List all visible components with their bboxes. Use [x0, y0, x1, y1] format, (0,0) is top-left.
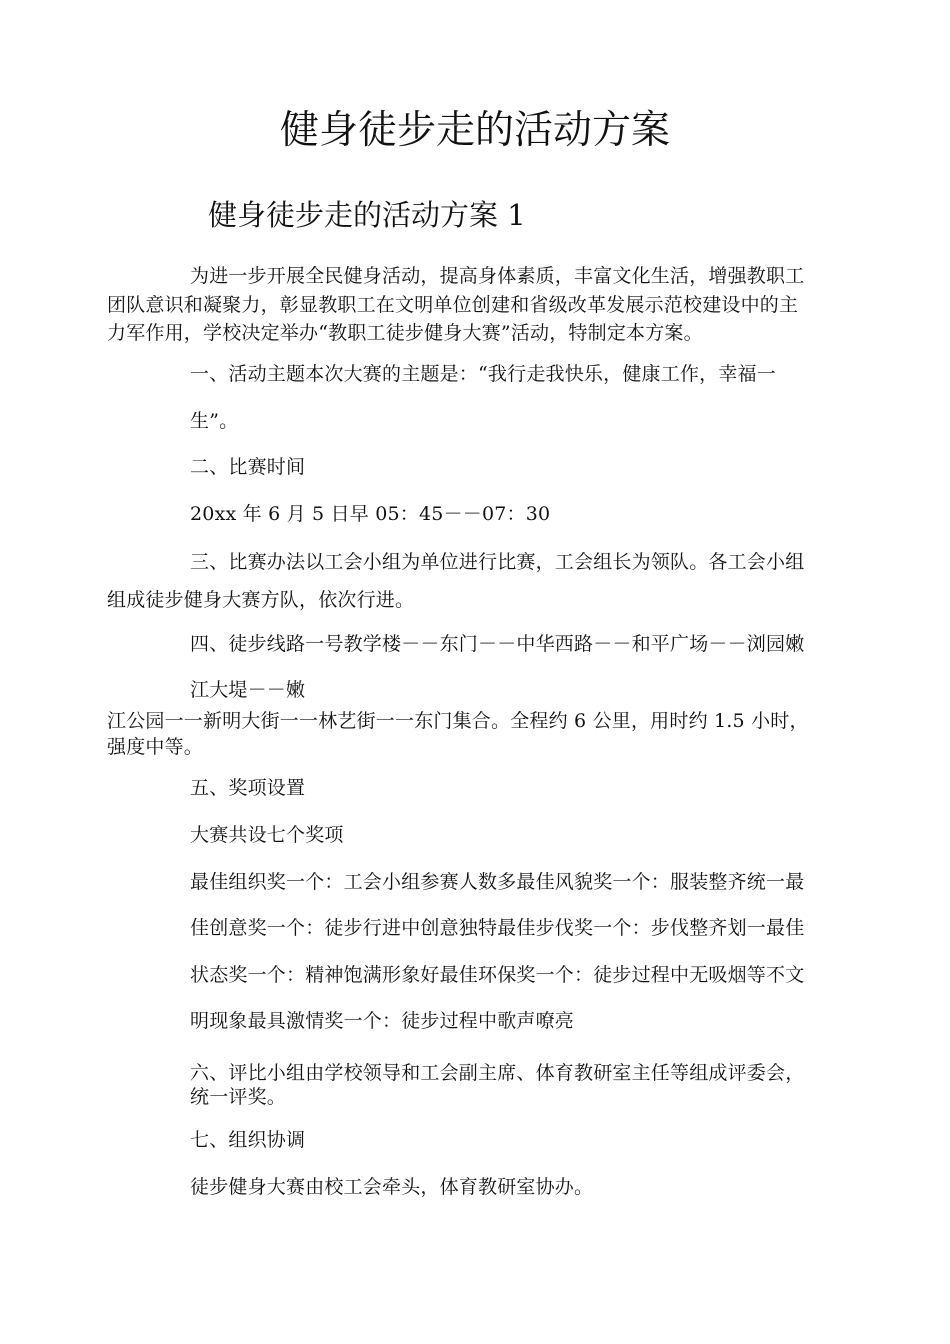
paragraph-line: 生”。	[190, 410, 239, 432]
paragraph-line: 为进一步开展全民健身活动，提高身体素质，丰富文化生活，增强教职工	[190, 265, 805, 287]
paragraph-line: 统一评奖。	[190, 1086, 287, 1108]
paragraph-line: 徒步健身大赛由校工会牵头，体育教研室协办。	[190, 1176, 594, 1198]
paragraph-line: 20xx 年 6 月 5 日早 05：45－－07：30	[190, 503, 551, 525]
section-label: 七、组织协调	[190, 1129, 306, 1151]
paragraph-line: 组成徒步健身大赛方队，依次行进。	[107, 589, 415, 611]
paragraph-line: 明现象最具激情奖一个：徒步过程中歌声嘹亮	[190, 1010, 575, 1032]
paragraph-line: 团队意识和凝聚力，彰显教职工在文明单位创建和省级改革发展示范校建设中的主	[107, 294, 799, 316]
paragraph-line: 四、徒步线路一号教学楼－－东门－－中华西路－－和平广场－－浏园嫩	[190, 633, 805, 655]
document-title: 健身徒步走的活动方案	[279, 108, 670, 153]
paragraph-line: 力军作用，学校决定举办“教职工徒步健身大赛”活动，特制定本方案。	[107, 322, 703, 344]
paragraph-line: 江公园一一新明大街一一林艺街一一东门集合。全程约 6 公里，用时约 1.5 小时，	[107, 710, 809, 732]
paragraph-line: 江大堤－－嫩	[190, 679, 306, 701]
paragraph-line: 状态奖一个：精神饱满形象好最佳环保奖一个：徒步过程中无吸烟等不文	[190, 964, 805, 986]
section-heading: 健身徒步走的活动方案 1	[208, 198, 526, 232]
paragraph-line: 最佳组织奖一个：工会小组参赛人数多最佳风貌奖一个：服装整齐统一最	[190, 871, 805, 893]
section-label: 五、奖项设置	[190, 777, 306, 799]
paragraph-line: 六、评比小组由学校领导和工会副主席、体育教研室主任等组成评委会，	[190, 1062, 805, 1084]
paragraph-line: 一、活动主题本次大赛的主题是：“我行走我快乐，健康工作，幸福一	[190, 363, 776, 385]
paragraph-line: 佳创意奖一个：徒步行进中创意独特最佳步伐奖一个：步伐整齐划一最佳	[190, 917, 805, 939]
section-label: 二、比赛时间	[190, 456, 306, 478]
paragraph-line: 三、比赛办法以工会小组为单位进行比赛，工会组长为领队。各工会小组	[190, 551, 805, 573]
paragraph-line: 大赛共设七个奖项	[190, 824, 344, 846]
paragraph-line: 强度中等。	[107, 736, 204, 758]
